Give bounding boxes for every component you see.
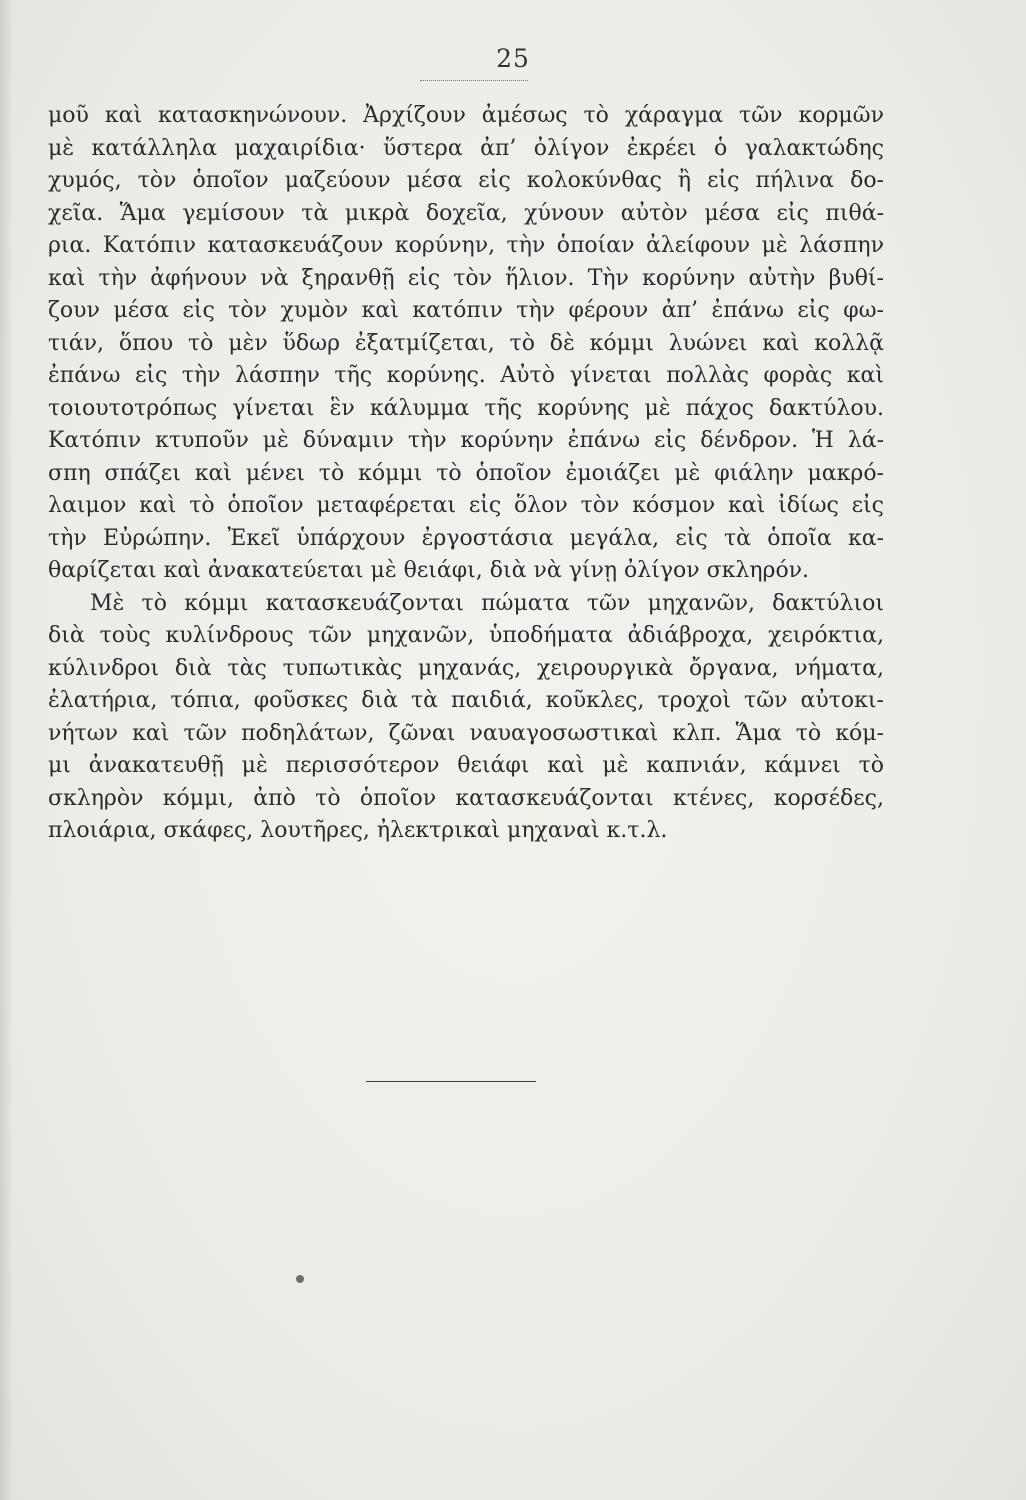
page-number-rule — [420, 80, 528, 81]
text-line: τὴν Εὐρώπην. Ἐκεῖ ὑπάρχουν ἐργοστάσια μεγάλα, εἰς τὰ ὁποῖα κα- — [48, 525, 884, 551]
text-line: διὰ τοὺς κυλίνδρους τῶν μηχανῶν, ὑποδήματα ἀδιάβροχα, χειρόκτια, — [48, 623, 884, 648]
text-line: νήτων καὶ τῶν ποδηλάτων, ζῶναι ναυαγοσωστικαὶ κλπ. Ἅμα τὸ κόμ- — [48, 720, 884, 746]
page-number: 25 — [496, 44, 530, 73]
section-separator-rule — [366, 1081, 536, 1082]
text-line: χυμός, τὸν ὁποῖον μαζεύουν μέσα εἰς κολοκύνθας ἢ εἰς πήλινα δο- — [48, 168, 884, 193]
body-text — [48, 100, 884, 848]
text-line: καὶ τὴν ἀφήνουν νὰ ξηρανθῇ εἰς τὸν ἥλιον. Τὴν κορύνην αὐτὴν βυθί- — [48, 265, 884, 291]
text-line: σκληρὸν κόμμι, ἀπὸ τὸ ὁποῖον κατασκευάζονται κτένες, κορσέδες, — [48, 785, 884, 811]
text-line: τοιουτοτρόπως γίνεται ἓν κάλυμμα τῆς κορύνης μὲ πάχος δακτύλου. — [48, 395, 884, 421]
text-line: πλοιάρια, σκάφες, λουτῆρες, ἠλεκτρικαὶ μηχαναὶ κ.τ.λ. — [48, 818, 668, 843]
text-line: ζουν μέσα εἰς τὸν χυμὸν καὶ κατόπιν τὴν φέρουν ἀπ’ ἐπάνω εἰς φω- — [48, 298, 884, 323]
text-line: σπη σπάζει καὶ μένει τὸ κόμμι τὸ ὁποῖον ἐμοιάζει μὲ φιάλην μακρό- — [48, 460, 884, 486]
text-line: μι ἀνακατευθῇ μὲ περισσότερον θειάφι καὶ μὲ καπνιάν, κάμνει τὸ — [48, 753, 884, 778]
page-edge-shadow — [0, 0, 14, 1500]
text-line: τιάν, ὅπου τὸ μὲν ὕδωρ ἐξατμίζεται, τὸ δὲ κόμμι λυώνει καὶ κολλᾷ — [48, 330, 884, 356]
text-line: Μὲ τὸ κόμμι κατασκευάζονται πώματα τῶν μηχανῶν, δακτύλιοι — [90, 590, 884, 616]
text-line: θαρίζεται καὶ ἀνακατεύεται μὲ θειάφι, διὰ νὰ γίνῃ ὀλίγον σκληρόν. — [48, 558, 810, 583]
text-line: ἐλατήρια, τόπια, φοῦσκες διὰ τὰ παιδιά, κοῦκλες, τροχοὶ τῶν αὐτοκι- — [48, 688, 884, 713]
ink-dot-mark — [296, 1275, 304, 1283]
text-line: ρια. Κατόπιν κατασκευάζουν κορύνην, τὴν ὁποίαν ἀλείφουν μὲ λάσπην — [48, 233, 884, 258]
text-line: μὲ κατάλληλα μαχαιρίδια· ὕστερα ἀπ’ ὀλίγον ἐκρέει ὁ γαλακτώδης — [48, 135, 884, 161]
text-line: Κατόπιν κτυποῦν μὲ δύναμιν τὴν κορύνην ἐπάνω εἰς δένδρον. Ἡ λά- — [48, 428, 884, 453]
text-line: ἐπάνω εἰς τὴν λάσπην τῆς κορύνης. Αὐτὸ γίνεται πολλὰς φορὰς καὶ — [48, 363, 884, 388]
text-line: χεῖα. Ἅμα γεμίσουν τὰ μικρὰ δοχεῖα, χύνουν αὐτὸν μέσα εἰς πιθά- — [48, 200, 884, 226]
text-line: μοῦ καὶ κατασκηνώνουν. Ἀρχίζουν ἀμέσως τὸ χάραγμα τῶν κορμῶν — [48, 103, 884, 128]
text-line: λαιμον καὶ τὸ ὁποῖον μεταφέρεται εἰς ὅλον τὸν κόσμον καὶ ἰδίως εἰς — [48, 493, 884, 518]
text-line: κύλινδροι διὰ τὰς τυπωτικὰς μηχανάς, χειρουργικὰ ὄργανα, νήματα, — [48, 655, 884, 681]
